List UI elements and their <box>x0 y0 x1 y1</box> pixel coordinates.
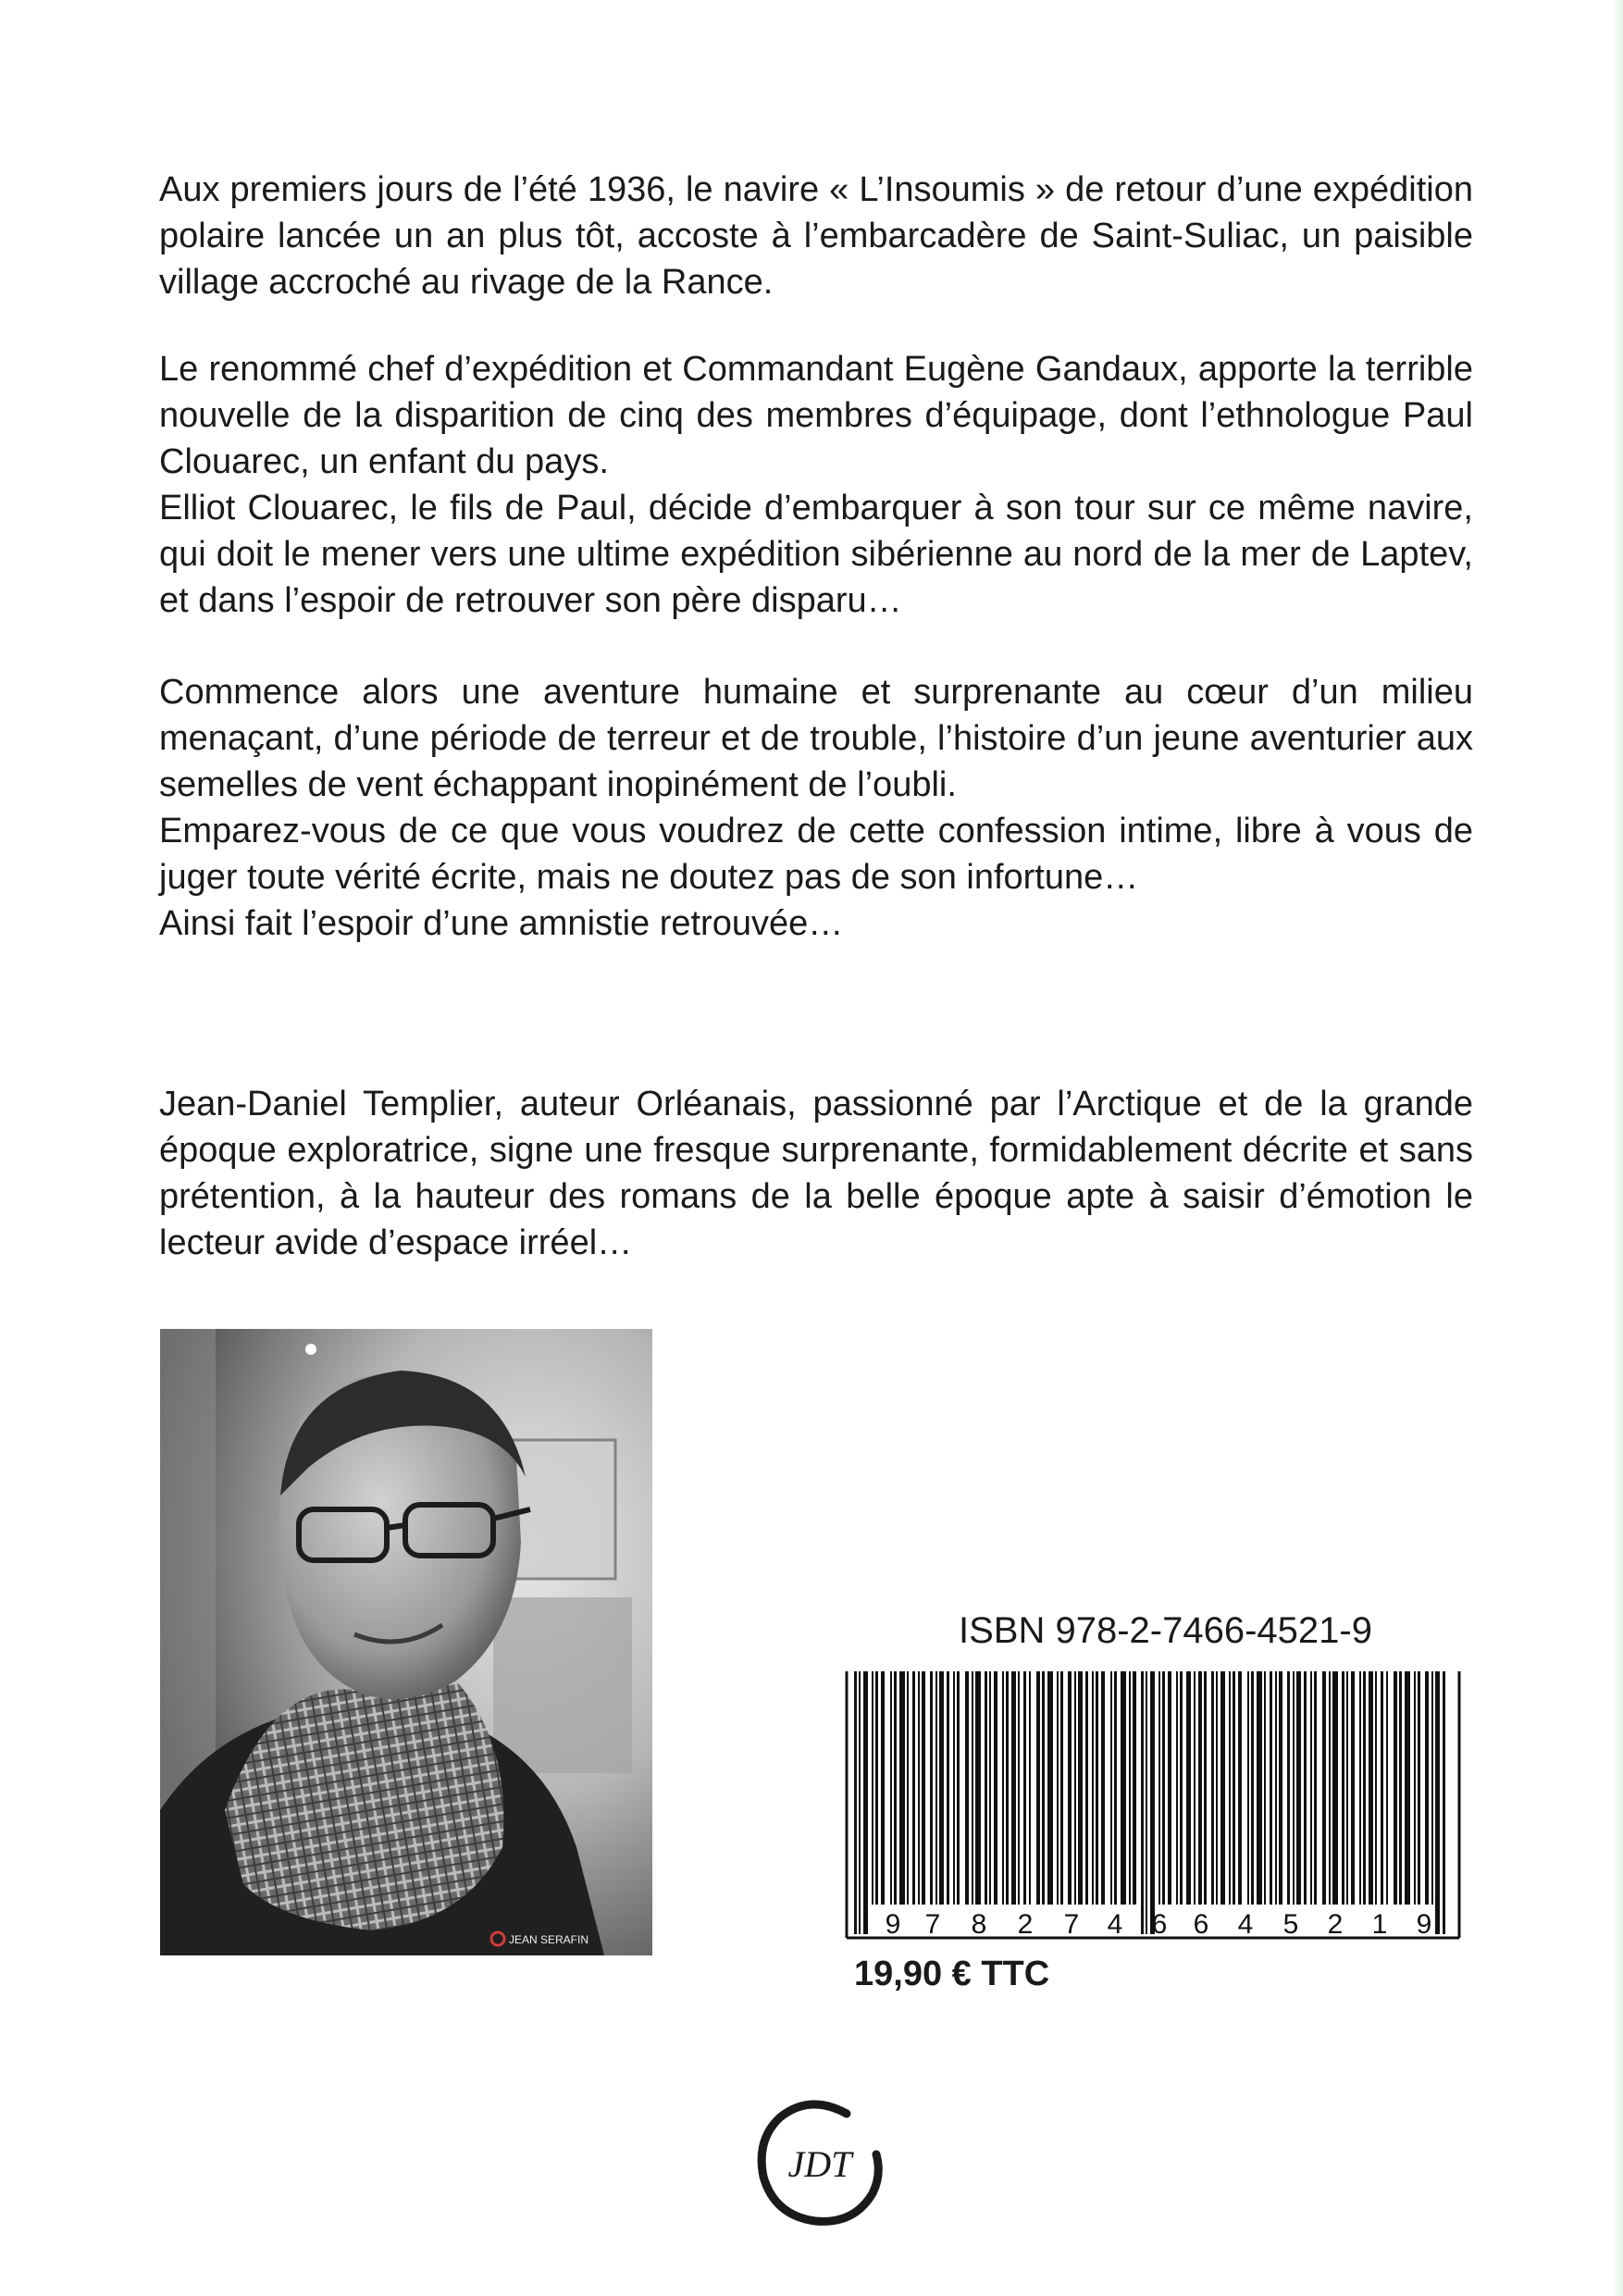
barcode-bar <box>1198 1671 1202 1905</box>
barcode-bar <box>1375 1671 1377 1905</box>
barcode-bar <box>1085 1671 1088 1905</box>
barcode-bar <box>1346 1671 1348 1905</box>
barcode-bar <box>1036 1671 1040 1905</box>
barcode-bar <box>1386 1671 1388 1905</box>
barcode-bar <box>1176 1671 1178 1905</box>
barcode-bar <box>939 1671 944 1905</box>
barcode-digit: 9 <box>1416 1909 1432 1940</box>
barcode-digit: 4 <box>1107 1909 1123 1940</box>
barcode-bar <box>1359 1671 1361 1905</box>
barcode-bar <box>1405 1671 1410 1905</box>
barcode-bar <box>1057 1671 1059 1905</box>
synopsis-text-5: Emparez-vous de ce que vous voudrez de cette confession intime, libre à vous de juger toute vérité écrite, mais ne doutez pas de son infortune… <box>159 812 1473 897</box>
author-bio <box>159 1081 1473 1266</box>
barcode-digit: 7 <box>1063 1909 1080 1940</box>
barcode-digit: 8 <box>971 1909 987 1940</box>
barcode-bar <box>1275 1671 1277 1905</box>
photo-watermark-text: JEAN SERAFIN <box>509 1933 589 1946</box>
barcode-bar <box>918 1671 920 1905</box>
barcode-bar <box>1435 1671 1440 1934</box>
barcode-bar <box>1233 1671 1235 1905</box>
barcode-bar <box>994 1671 997 1905</box>
barcode-bar <box>1002 1671 1004 1905</box>
barcode-bar <box>1279 1671 1282 1905</box>
synopsis-text-2: Le renommé chef d’expédition et Commandant Eugène Gandaux, apporte la terrible nouvelle de la disparition de cinq des membres d’équipage, dont l’ethnologue Paul Clouarec, un enfant du pays. <box>159 350 1473 481</box>
barcode-bar <box>1006 1671 1009 1905</box>
synopsis-text-4: Commence alors une aventure humaine et surprenante au cœur d’un milieu menaçant, d’une période de terreur et de trouble, l’histoire d’un jeune aventurier aux semelles de vent échappant inopinément de l’oubli. <box>159 673 1473 804</box>
barcode-bar <box>1162 1671 1165 1905</box>
barcode-bar <box>1443 1671 1445 1934</box>
barcode-bar <box>985 1671 987 1905</box>
synopsis-paragraph-1 <box>159 167 1473 305</box>
barcode-bar <box>1329 1671 1331 1905</box>
barcode-bar <box>1314 1671 1317 1905</box>
barcode-bar <box>1047 1671 1053 1905</box>
barcode-bar <box>935 1671 937 1905</box>
barcode-bar <box>965 1671 969 1905</box>
barcode-digit: 2 <box>1017 1909 1034 1940</box>
synopsis-paragraph-2 <box>159 346 1473 624</box>
barcode-bar <box>1042 1671 1045 1905</box>
barcode-digit: 5 <box>1282 1909 1299 1940</box>
barcode-bar <box>989 1671 991 1905</box>
price-label: 19,90 € TTC <box>854 1955 1050 1993</box>
barcode-bar <box>1251 1671 1254 1905</box>
barcode-digit: 9 <box>885 1909 901 1940</box>
barcode-digit: 1 <box>1371 1909 1388 1940</box>
barcode-bar <box>890 1671 892 1905</box>
barcode-bar <box>975 1671 981 1905</box>
barcode-bar <box>1287 1671 1290 1905</box>
barcode-bar <box>957 1671 960 1905</box>
barcode-digit: 7 <box>924 1909 941 1940</box>
barcode-digit: 6 <box>1151 1909 1168 1940</box>
barcode-bar <box>1133 1671 1136 1905</box>
barcode-bar <box>1296 1671 1301 1905</box>
barcode-bar <box>930 1671 933 1905</box>
barcode-bar <box>1247 1671 1249 1905</box>
author-bio-text: Jean-Daniel Templier, auteur Orléanais, passionné par l’Arctique et de la grande époque exploratrice, signe une fresque surprenante, formidablement décrite et sans prétention, à la hauteur des romans de la belle époque apte à saisir d’émotion le lecteur avide d’espace irréel… <box>159 1085 1473 1262</box>
page-edge-strip <box>1612 0 1623 2296</box>
barcode-bar <box>1270 1671 1272 1905</box>
barcode-bar <box>922 1671 925 1905</box>
barcode-bar <box>1381 1671 1383 1905</box>
barcode-bar <box>1332 1671 1338 1905</box>
barcode-bar <box>894 1671 897 1905</box>
author-photo <box>160 1329 652 1955</box>
barcode-bar <box>953 1671 955 1905</box>
barcode-bar <box>1121 1671 1126 1905</box>
barcode-bar <box>1399 1671 1402 1905</box>
barcode-bar <box>1425 1671 1429 1905</box>
barcode-bar <box>1257 1671 1262 1905</box>
barcode-bar <box>1204 1671 1207 1905</box>
barcode-bar <box>1078 1671 1083 1905</box>
barcode-bar <box>1418 1671 1420 1905</box>
isbn-label: ISBN 978-2-7466-4521-9 <box>959 1610 1372 1651</box>
barcode-bar <box>1068 1671 1072 1905</box>
barcode-digit: 6 <box>1193 1909 1209 1940</box>
synopsis-paragraph-3 <box>159 669 1473 947</box>
barcode-bar <box>1018 1671 1020 1905</box>
barcode-bar <box>1074 1671 1076 1905</box>
barcode-bar <box>1011 1671 1016 1905</box>
barcode-bar <box>1180 1671 1183 1905</box>
barcode-bar <box>1110 1671 1112 1905</box>
barcode-bar <box>947 1671 949 1905</box>
barcode-bar <box>1431 1671 1433 1905</box>
barcode-bar <box>1023 1671 1026 1905</box>
barcode-bar <box>1092 1671 1094 1905</box>
barcode-bar <box>1220 1671 1225 1905</box>
barcode-bar <box>859 1671 861 1934</box>
barcode-bar <box>1238 1671 1242 1905</box>
barcode-bar <box>907 1671 909 1905</box>
barcode-bar <box>1101 1671 1105 1905</box>
synopsis-text-6: Ainsi fait l’espoir d’une amnistie retrouvée… <box>159 904 844 943</box>
barcode-bar <box>1096 1671 1098 1905</box>
barcode-bar <box>1158 1671 1160 1905</box>
barcode-bar <box>854 1671 857 1934</box>
barcode-bar <box>1150 1671 1155 1934</box>
barcode-bar <box>899 1671 905 1905</box>
barcode-bar <box>1394 1671 1397 1905</box>
barcode-bar <box>1129 1671 1131 1905</box>
barcode-bar <box>1168 1671 1171 1905</box>
barcode-digit: 4 <box>1237 1909 1254 1940</box>
barcode-bar <box>1186 1671 1191 1905</box>
barcode-bar <box>1363 1671 1366 1905</box>
barcode-bar <box>1216 1671 1218 1905</box>
barcode-bar <box>1141 1671 1144 1934</box>
barcode-bar <box>863 1671 868 1934</box>
barcode-bar <box>1293 1671 1295 1905</box>
barcode-bar <box>1310 1671 1312 1905</box>
barcode-bar <box>1369 1671 1373 1905</box>
synopsis-text-1: Aux premiers jours de l’été 1936, le navire « L’Insoumis » de retour d’une expédition polaire lancée un an plus tôt, accoste à l’embarcadère de Saint-Suliac, un paisible village accroché au rivage de la Rance. <box>159 170 1473 302</box>
barcode-bar <box>1146 1671 1147 1934</box>
barcode-bar <box>972 1671 973 1905</box>
barcode-digit: 2 <box>1327 1909 1344 1940</box>
barcode-bar <box>1264 1671 1266 1905</box>
barcode-bar <box>1322 1671 1326 1905</box>
barcode-bar <box>1229 1671 1231 1905</box>
barcode-bar <box>1304 1671 1307 1905</box>
barcode-bar <box>1342 1671 1344 1905</box>
barcode-bar <box>912 1671 915 1905</box>
publisher-logo-text: JDT <box>787 2143 852 2185</box>
barcode <box>845 1671 1461 1940</box>
barcode-bar <box>1414 1671 1416 1905</box>
barcode-bar <box>881 1671 885 1905</box>
synopsis-text-3: Elliot Clouarec, le fils de Paul, décide d’embarquer à son tour sur ce même navire, qui doit le mener vers une ultime expédition sibérienne au nord de la mer de Laptev, et dans l’espoir de retrouver son père disparu… <box>159 489 1473 620</box>
publisher-logo <box>754 2097 886 2227</box>
barcode-bar <box>1114 1671 1117 1905</box>
barcode-bar <box>1029 1671 1031 1905</box>
barcode-bar <box>1211 1671 1214 1905</box>
barcode-bar <box>872 1671 873 1905</box>
barcode-bar <box>875 1671 878 1905</box>
barcode-bar <box>1194 1671 1196 1905</box>
barcode-bar <box>1060 1671 1063 1905</box>
barcode-bar <box>1351 1671 1355 1905</box>
